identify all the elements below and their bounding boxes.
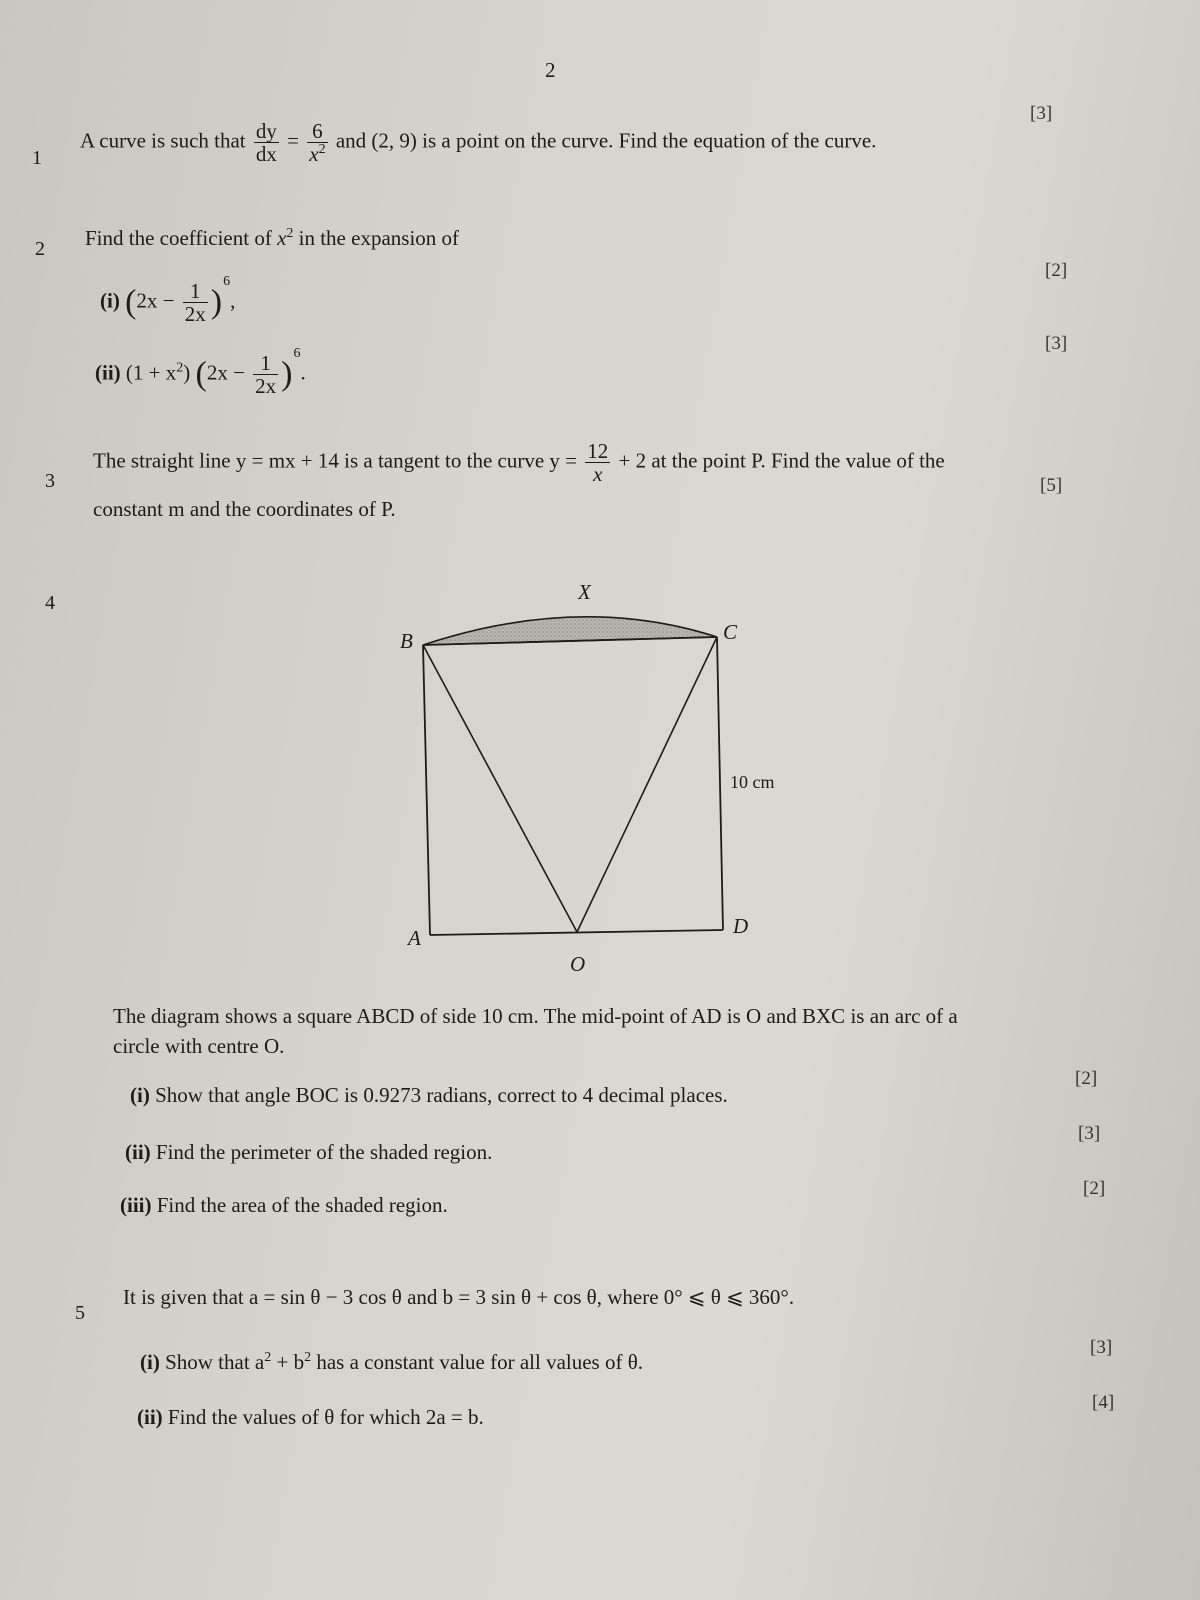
question-4-part-ii [125,1140,492,1165]
part-label: (i) [100,288,120,313]
square-sector-diagram [390,575,810,985]
question-number: 2 [35,238,45,260]
marks-badge: [2] [1075,1068,1098,1089]
exponent: 2 [304,1350,312,1365]
exponent: 2 [264,1350,272,1365]
fraction-numerator: 12 [587,439,609,463]
marks-badge: [3] [1030,103,1053,124]
label-c: C [723,620,738,644]
marks-badge: [3] [1078,1123,1101,1144]
question-number: 3 [45,470,55,492]
question-2-part-i [100,274,236,327]
part-text: + b [271,1350,305,1374]
part-label: (iii) [120,1193,152,1217]
exponent: 6 [223,274,231,290]
question-2-part-ii [95,346,306,399]
stem-text: Find the coefficient of [85,226,272,250]
twelve-over-x-fraction [585,440,610,485]
question-number: 4 [45,592,55,614]
fraction-numerator: 1 [190,279,201,303]
stem-text: in the expansion of [298,226,460,250]
marks-badge: [4] [1092,1392,1115,1413]
marks-badge: [3] [1045,333,1068,354]
q1-text-b: and (2, 9) is a point on the curve. Find the equation of the curve. [335,128,877,153]
question-4-text-line-1: The diagram shows a square ABCD of side 10 cm. The mid-point of AD is O and BXC is an arc of a [113,1004,958,1028]
page-number: 2 [545,58,556,82]
side-cd [717,637,723,930]
question-number: 5 [75,1302,85,1324]
exponent: 6 [293,346,301,362]
expression-term: (1 + x [125,360,177,385]
fraction-denominator: dx [255,142,277,167]
fraction-denominator: 2x [184,302,206,327]
right-paren: ) [210,283,223,321]
part-text: Find the values of θ for which 2a = b. [167,1405,484,1429]
expression-term: 2x − [206,360,245,385]
fraction-denominator [585,462,610,485]
fraction-numerator: dy [255,119,277,143]
exponent: 2 [318,142,326,158]
label-x: X [578,580,591,604]
marks-badge: [2] [1045,260,1068,281]
side-ab [423,645,430,935]
q1-text-a: A curve is such that [80,128,246,153]
right-paren: ) [281,355,293,393]
question-4-text-line-2: circle with centre O. [113,1034,285,1058]
part-text: has a constant value for all values of θ. [311,1350,644,1374]
variable-x: x [309,142,319,167]
expression-term: ) [183,360,191,385]
question-1-text [80,120,876,165]
part-label: (i) [140,1350,160,1374]
question-4-part-iii [120,1193,448,1218]
label-o: O [570,952,586,976]
radius-oc [577,637,717,932]
left-paren: ( [195,355,207,393]
punctuation: , [230,288,236,313]
fraction-numerator: 1 [260,351,271,375]
part-label: (ii) [125,1140,151,1164]
marks-badge: [2] [1083,1178,1106,1199]
exponent: 2 [176,360,184,376]
label-a: A [408,926,421,950]
question-3-line-2: constant m and the coordinates of P. [93,497,396,521]
radius-ob [423,645,577,932]
left-paren: ( [125,283,137,321]
question-number: 1 [32,147,42,169]
punctuation: . [300,360,306,385]
side-length-label: 10 cm [730,772,775,792]
label-b: B [400,629,413,653]
question-5-stem: It is given that a = sin θ − 3 cos θ and b = 3 sin θ + cos θ, where 0° ⩽ θ ⩽ 360°. [123,1285,795,1309]
dy-dx-fraction [254,120,279,165]
label-d: D [733,914,749,938]
expression-term: 2x − [136,288,175,313]
variable-x: x [277,226,287,250]
question-5-part-i [140,1350,643,1375]
part-text: Find the perimeter of the shaded region. [155,1140,493,1164]
exponent: 2 [286,226,294,241]
question-3-line-1 [93,440,945,485]
question-4-part-i [130,1083,728,1108]
marks-badge: [3] [1090,1337,1113,1358]
part-text: Find the area of the shaded region. [156,1193,448,1217]
six-over-x-squared-fraction [307,120,327,165]
fraction-denominator: 2x [255,374,277,399]
q3-text-b: + 2 at the point P. Find the value of the [618,448,945,473]
one-over-2x-fraction [183,280,208,325]
one-over-2x-fraction [253,352,278,397]
fraction-denominator [307,142,327,165]
part-text: Show that angle BOC is 0.9273 radians, correct to 4 decimal places. [155,1083,728,1107]
variable-x: x [593,462,603,487]
part-label: (i) [130,1083,150,1107]
question-5-part-ii [137,1405,484,1430]
q3-text-a: The straight line y = mx + 14 is a tangent to the curve y = [93,448,578,473]
equals-sign: = [287,128,299,153]
part-label: (ii) [95,360,121,385]
part-text: Show that a [165,1350,265,1374]
fraction-numerator: 6 [312,119,323,143]
marks-badge: [5] [1040,475,1063,496]
part-label: (ii) [137,1405,163,1429]
question-2-stem [85,226,459,251]
